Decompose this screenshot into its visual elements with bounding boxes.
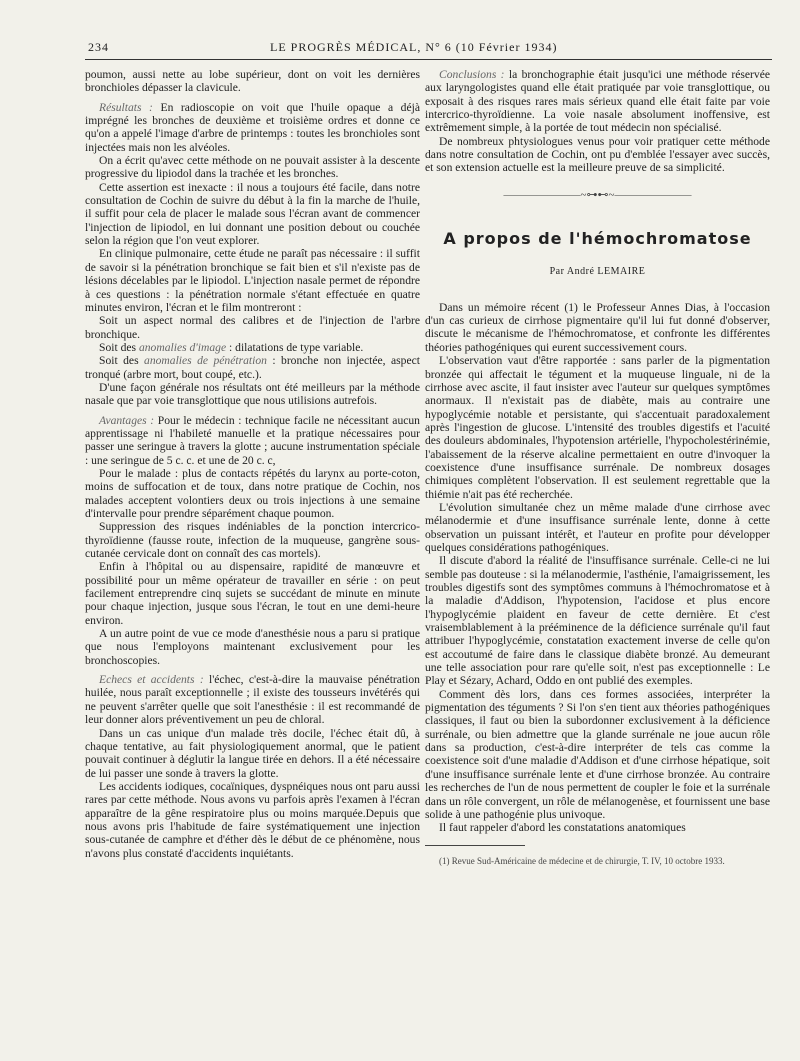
article-title: A propos de l'hémochromatose — [443, 229, 752, 249]
results-label: Résultats : — [99, 100, 153, 114]
author-line: Par André LEMAIRE — [549, 266, 646, 278]
paragraph: Enfin à l'hôpital ou au dispensaire, rapidité de manœuvre et possibilité pour un même opérateur de travailler en série : on peut facilement entreprendre cinq sujets se succédant de minute en minute pour chaque injection, jusque sous l'écran, le tout en une demi-heure environ. — [85, 560, 420, 627]
paragraph: Soit un aspect normal des calibres et de l'injection de l'arbre bronchique. — [85, 314, 420, 341]
paragraph: Pour le malade : plus de contacts répétés du larynx au porte-coton, moins de suffocation et de toux, dans notre pratique de Cochin, nos malades acceptent volontiers deux ou trois injections à une semaine d'intervalle pour prendre séparément chaque poumon. — [85, 466, 420, 520]
paragraph: poumon, aussi nette au lobe supérieur, dont on voit les dernières bronchioles dépasser la clavicule. — [85, 68, 420, 95]
paragraph: Dans un cas unique d'un malade très docile, l'échec était dû, à chaque tentative, au fait physiologiquement anormal, que le patient pouvait continuer à déglutir la langue tirée en dehors. Il a été nécessaire de lui passer une sonde à travers la glotte. — [85, 726, 420, 780]
footnote-rule — [425, 845, 525, 846]
paragraph: D'une façon générale nos résultats ont été meilleurs par la méthode nasale que par voie transglottique que nous utilisions autrefois. — [85, 380, 420, 408]
paragraph: Les accidents iodiques, cocaïniques, dyspnéiques nous ont paru aussi rares par cette méthode. Nous avons vu parfois après l'examen à l'écran apparaître de la gêne respiratoire plus ou moins marquée.Depuis que nous avons pris l'habitude de faire systématiquement une injection sous-cutanée de camphre et d'éther dès le début de ce phénomène, nous n'avons plus constaté d'accidents inquiétants. — [85, 779, 420, 860]
failures-label: Echecs et accidents : — [99, 673, 204, 687]
page-header — [70, 40, 770, 60]
left-column — [85, 68, 420, 860]
paragraph: Conclusions : la bronchographie était jusqu'ici une méthode réservée aux laryngologistes quand elle était pratiquée par voie transglottique, ou exposait à des risques rares mais sérieux quand elle était faite par voie intercrico-thyroïdienne. La voie nasale absolument inoffensive, est extrêmement simple, à la portée de tout médecin non spécialisé. — [425, 68, 771, 135]
page-number: 234 — [88, 40, 109, 54]
penetration-anomalies-label: anomalies de pénétration — [144, 354, 267, 368]
paragraph: Il faut rappeler d'abord les constatations anatomiques — [439, 821, 686, 835]
paragraph: Avantages : Pour le médecin : technique facile ne nécessitant aucun apprentissage ni l'habileté manuelle et la pratique nécessaires pour passer une seringue à travers la glotte ; aucune instrumentation spéciale : une seringue de 5 c. c. et une de 20 c. c, — [85, 413, 420, 467]
section-ornament: ———————~⊶⊷~——————— — [503, 188, 692, 201]
paragraph: Comment dès lors, dans ces formes associées, interpréter la pigmentation des téguments ? Si l'on s'en tient aux théories pathogéniques classiques, il faut ou bien la subordonner exclusivement à la déficience surrénale, ou bien admettre que la glande surrénale ne joue aucun rôle dans sa production, c'est-à-dire interpréter de tels cas comme la coexistence soit d'une maladie d'Addison et d'une cirrhose hépatique, soit d'une insuffisance surrénale lente et d'une cirrhose bronzée. Au contraire les recherches de l'un de nous permettent de coupler le foie et la surrénale dans un rôle convergent, un rôle de mélanogenèse, et fournissent une base solide à une pathogénie plus univoque. — [425, 687, 770, 821]
advantages-label: Avantages : — [99, 413, 155, 427]
conclusions-label: Conclusions : — [439, 68, 505, 81]
paragraph: A un autre point de vue ce mode d'anesthésie nous a paru si pratique que nous l'employons maintenant exclusivement pour les bronchoscopies. — [85, 627, 420, 667]
paragraph: L'évolution simultanée chez un même malade d'une cirrhose avec mélanodermie et d'une insuffisance surrénale lente, donne à cette observation un puissant intérêt, et l'auteur en profite pour développer quelques considérations pathogéniques. — [425, 500, 770, 554]
image-anomalies-label: anomalies d'image — [138, 340, 227, 354]
paragraph: Cette assertion est inexacte : il nous a toujours été facile, dans notre consultation de Cochin de suivre du début à la fin la marche de l'huile, il suffit pour cela de placer le malade sous l'écran avant de commencer l'injection de lipiodol, en lui donnant une position debout ou couchée selon la région que l'on veut explorer. — [85, 180, 420, 248]
paragraph: Résultats : En radioscopie on voit que l'huile opaque a déjà imprégné les bronches de deuxième et troisième ordres et donne ce qu'on a appelé l'image d'arbre de printemps : toutes les bronchioles sont injectées mais non les alvéoles. — [85, 100, 420, 154]
paragraph: L'observation vaut d'être rapportée : sans parler de la pigmentation bronzée qui affectait le tégument et la muqueuse linguale, ni de la cirrhose avec ascite, il faut insister avec l'auteur sur quelques symptômes anormaux. Il n'existait pas de diabète, mais au contraire une hypoglycémie notable et persistante, qui s'accentuait paradoxalement après l'ingestion de glucose. L'intensité des troubles digestifs et l'acuité des douleurs abdominales, l'hypotension artérielle, l'hypocholestérinémie, l'abaissement de la réserve alcaline permettaient en outre d'invoquer la coexistence d'une insuffisance surrénale. De nombreux dosages chimiques complètent l'observation. Il est seulement regrettable que la thiémie n'ait pas été recherchée. — [425, 354, 770, 501]
footnote: (1) Revue Sud-Américaine de médecine et de chirurgie, T. IV, 10 octobre 1933. — [439, 855, 725, 866]
paragraph: On a écrit qu'avec cette méthode on ne pouvait assister à la descente progressive du lipiodol dans la trachée et les bronches. — [85, 154, 420, 181]
paragraph: Dans un mémoire récent (1) le Professeur Annes Dias, à l'occasion d'un cas curieux de cirrhose pigmentaire qu'il lui fut donné d'observer, discute le mécanisme de l'hémochromatose, et confronte les différentes théories pathogéniques qui eurent successivement cours. — [425, 300, 770, 354]
paragraph: Echecs et accidents : l'échec, c'est-à-dire la mauvaise pénétration huilée, nous paraît exceptionnelle ; il existe des tousseurs invétérés qui ne peuvent s'arrêter quelle que soit l'anesthésie : il est recommandé de leur donner alors préventivement un peu de chloral. — [85, 673, 420, 727]
paragraph: Soit des anomalies d'image : dilatations de type variable. — [99, 340, 364, 354]
paragraph: Soit des anomalies de pénétration : bronche non injectée, aspect tronqué (arbre mort, bout coupé, etc.). — [85, 354, 420, 381]
running-title: LE PROGRÈS MÉDICAL, N° 6 (10 Février 1934) — [270, 40, 558, 54]
paragraph: De nombreux phtysiologues venus pour voir pratiquer cette méthode dans notre consultation de Cochin, ont pu d'emblée l'essayer avec succès, et son extension actuelle est la meilleure preuve de sa simplicité. — [425, 134, 770, 175]
author-name: André LEMAIRE — [566, 266, 646, 278]
right-column — [425, 68, 770, 867]
paragraph: En clinique pulmonaire, cette étude ne paraît pas nécessaire : il suffit de savoir si la pénétration bronchique se fait bien et s'il n'existe pas de lésions décelables par le lipiodol. L'injection nasale permet de répondre à ces questions : la pénétration normale s'étant effectuée en quatre minutes environ, l'écran et le film montreront : — [85, 247, 420, 314]
paragraph: Suppression des risques indéniables de la ponction intercrico-thyroïdienne (fausse route, infection de la muqueuse, gangrène sous-cutanée cervicale dont on connaît des cas mortels). — [85, 520, 420, 561]
paragraph: Il discute d'abord la réalité de l'insuffisance surrénale. Celle-ci ne lui semble pas douteuse : si la mélanodermie, l'asthénie, l'amaigrissement, les troubles digestifs sont des symptômes communs à l'hémochromatose et à la maladie d'Addison, l'hypotension, l'acidose et plus encore l'hypoglycémie plaident en faveur de cette dernière. Et c'est vraisemblablement à la prééminence de la déficience surrénale qu'il faut attribuer l'hypoglycémie, constatation exactement inverse de celle qu'on est accoutumé de faire dans le classique diabète bronzé. Au demeurant une telle association pour rare qu'elle soit, n'est pas exceptionnelle : Le Play et Sézary, Achard, Oddo en ont publié des exemples. — [425, 554, 770, 688]
header-rule — [85, 59, 772, 60]
